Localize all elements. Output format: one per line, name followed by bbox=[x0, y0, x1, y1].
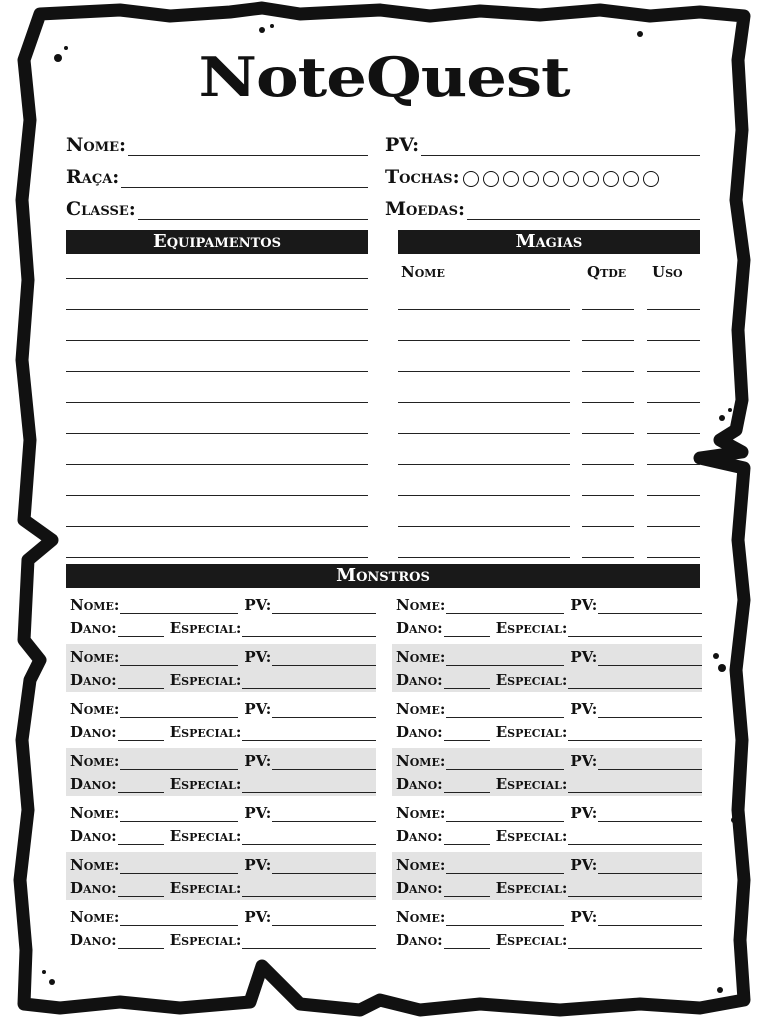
spell-qty-line[interactable] bbox=[582, 340, 634, 341]
monster-name-label: Nome: bbox=[396, 596, 446, 614]
monster-damage-row bbox=[70, 617, 376, 637]
torch-checkbox[interactable] bbox=[563, 171, 579, 187]
equipment-header: Equipamentos bbox=[66, 230, 368, 254]
monster-name-row bbox=[396, 698, 702, 718]
monster-entry bbox=[66, 800, 376, 848]
spell-qty-line[interactable] bbox=[582, 402, 634, 403]
monster-damage-label: Dano: bbox=[396, 879, 443, 897]
monster-damage-label: Dano: bbox=[70, 723, 117, 741]
monster-special-label: Especial: bbox=[169, 827, 242, 845]
monster-hp-label: PV: bbox=[244, 804, 272, 822]
spell-name-line[interactable] bbox=[398, 464, 570, 465]
monster-damage-line[interactable] bbox=[118, 882, 164, 897]
monster-damage-row bbox=[396, 721, 702, 741]
monster-name-line[interactable] bbox=[446, 859, 564, 874]
spell-qty-line[interactable] bbox=[582, 526, 634, 527]
monster-name-line[interactable] bbox=[446, 651, 564, 666]
monster-special-line[interactable] bbox=[568, 830, 702, 845]
monster-damage-row bbox=[70, 929, 376, 949]
monster-special-label: Especial: bbox=[169, 723, 242, 741]
monster-damage-row bbox=[70, 877, 376, 897]
monster-entry bbox=[66, 696, 376, 744]
monster-damage-row bbox=[396, 669, 702, 689]
monster-name-row bbox=[70, 646, 376, 666]
equipment-line[interactable] bbox=[66, 402, 368, 403]
monster-name-row bbox=[70, 698, 376, 718]
monster-name-line[interactable] bbox=[120, 599, 238, 614]
monster-damage-label: Dano: bbox=[70, 619, 117, 637]
monster-entry bbox=[392, 592, 702, 640]
coins-line[interactable] bbox=[467, 202, 700, 220]
monster-damage-line[interactable] bbox=[118, 726, 164, 741]
class-field[interactable] bbox=[66, 198, 368, 220]
monster-name-row bbox=[70, 802, 376, 822]
monster-special-label: Especial: bbox=[495, 775, 568, 793]
monster-name-row bbox=[396, 906, 702, 926]
class-line[interactable] bbox=[138, 202, 368, 220]
monster-special-label: Especial: bbox=[495, 931, 568, 949]
monster-damage-label: Dano: bbox=[396, 671, 443, 689]
equipment-line[interactable] bbox=[66, 495, 368, 496]
spell-use-line[interactable] bbox=[647, 495, 700, 496]
monster-damage-label: Dano: bbox=[396, 827, 443, 845]
monster-hp-label: PV: bbox=[244, 700, 272, 718]
monster-special-label: Especial: bbox=[495, 879, 568, 897]
monster-name-label: Nome: bbox=[70, 648, 120, 666]
hp-field[interactable] bbox=[385, 134, 700, 156]
spell-use-line[interactable] bbox=[647, 371, 700, 372]
monster-damage-label: Dano: bbox=[70, 879, 117, 897]
monster-damage-line[interactable] bbox=[444, 934, 490, 949]
monster-name-line[interactable] bbox=[446, 599, 564, 614]
torches-field bbox=[385, 166, 705, 188]
spell-name-line[interactable] bbox=[398, 371, 570, 372]
spell-name-line[interactable] bbox=[398, 495, 570, 496]
equipment-line[interactable] bbox=[66, 371, 368, 372]
equipment-line[interactable] bbox=[66, 557, 368, 558]
monster-name-line[interactable] bbox=[120, 703, 238, 718]
monster-damage-label: Dano: bbox=[396, 931, 443, 949]
monster-special-line[interactable] bbox=[568, 934, 702, 949]
monster-hp-label: PV: bbox=[570, 804, 598, 822]
monster-special-line[interactable] bbox=[242, 830, 376, 845]
monster-name-line[interactable] bbox=[446, 911, 564, 926]
spell-use-line[interactable] bbox=[647, 526, 700, 527]
monster-hp-label: PV: bbox=[570, 648, 598, 666]
notequest-logo: NoteQuest bbox=[198, 45, 570, 110]
spell-name-line[interactable] bbox=[398, 526, 570, 527]
monster-damage-row bbox=[396, 617, 702, 637]
torch-checkbox[interactable] bbox=[503, 171, 519, 187]
name-field[interactable] bbox=[66, 134, 368, 156]
name-line[interactable] bbox=[128, 138, 368, 156]
monster-name-row bbox=[70, 750, 376, 770]
race-field[interactable] bbox=[66, 166, 368, 188]
monster-hp-line[interactable] bbox=[598, 755, 702, 770]
monster-name-label: Nome: bbox=[70, 908, 120, 926]
monster-entry bbox=[392, 904, 702, 952]
monster-name-label: Nome: bbox=[396, 648, 446, 666]
spell-qty-line[interactable] bbox=[582, 557, 634, 558]
torch-checkbox[interactable] bbox=[543, 171, 559, 187]
monster-hp-line[interactable] bbox=[598, 859, 702, 874]
monster-damage-row bbox=[70, 669, 376, 689]
spell-name-line[interactable] bbox=[398, 340, 570, 341]
monster-hp-line[interactable] bbox=[598, 651, 702, 666]
monster-damage-row bbox=[396, 877, 702, 897]
spell-qty-line[interactable] bbox=[582, 371, 634, 372]
spell-use-line[interactable] bbox=[647, 402, 700, 403]
monster-special-line[interactable] bbox=[242, 674, 376, 689]
monster-damage-line[interactable] bbox=[444, 622, 490, 637]
monster-damage-line[interactable] bbox=[118, 830, 164, 845]
hp-label: PV: bbox=[385, 134, 420, 156]
equipment-line[interactable] bbox=[66, 526, 368, 527]
monster-special-line[interactable] bbox=[568, 674, 702, 689]
monster-damage-label: Dano: bbox=[70, 931, 117, 949]
monster-hp-line[interactable] bbox=[598, 911, 702, 926]
spell-qty-line[interactable] bbox=[582, 495, 634, 496]
monster-special-line[interactable] bbox=[568, 622, 702, 637]
monster-name-line[interactable] bbox=[120, 755, 238, 770]
monster-entry bbox=[392, 800, 702, 848]
monster-damage-row bbox=[70, 773, 376, 793]
monster-name-line[interactable] bbox=[446, 755, 564, 770]
monster-name-label: Nome: bbox=[396, 804, 446, 822]
monster-name-line[interactable] bbox=[120, 911, 238, 926]
monster-damage-line[interactable] bbox=[444, 830, 490, 845]
spell-qty-line[interactable] bbox=[582, 464, 634, 465]
equipment-line[interactable] bbox=[66, 340, 368, 341]
monsters-header: Monstros bbox=[66, 564, 700, 588]
monster-name-row bbox=[396, 646, 702, 666]
monster-special-label: Especial: bbox=[495, 827, 568, 845]
monster-special-line[interactable] bbox=[242, 882, 376, 897]
spells-col-use: Uso bbox=[652, 263, 683, 281]
monster-name-row bbox=[70, 906, 376, 926]
equipment-line[interactable] bbox=[66, 464, 368, 465]
monster-damage-label: Dano: bbox=[70, 775, 117, 793]
monster-hp-label: PV: bbox=[244, 752, 272, 770]
monster-name-line[interactable] bbox=[446, 703, 564, 718]
spell-use-line[interactable] bbox=[647, 433, 700, 434]
spell-qty-line[interactable] bbox=[582, 433, 634, 434]
class-label: Classe: bbox=[66, 198, 136, 220]
monster-hp-line[interactable] bbox=[272, 703, 376, 718]
monster-damage-row bbox=[396, 773, 702, 793]
monster-special-label: Especial: bbox=[495, 619, 568, 637]
monster-name-row bbox=[396, 854, 702, 874]
monster-special-label: Especial: bbox=[495, 671, 568, 689]
monster-special-line[interactable] bbox=[242, 934, 376, 949]
torch-checkbox[interactable] bbox=[463, 171, 479, 187]
monster-name-label: Nome: bbox=[396, 908, 446, 926]
spell-name-line[interactable] bbox=[398, 557, 570, 558]
monster-special-label: Especial: bbox=[169, 879, 242, 897]
torch-checkbox[interactable] bbox=[603, 171, 619, 187]
monster-damage-label: Dano: bbox=[70, 827, 117, 845]
monster-damage-line[interactable] bbox=[118, 622, 164, 637]
torch-checkbox[interactable] bbox=[523, 171, 539, 187]
monster-damage-label: Dano: bbox=[70, 671, 117, 689]
spell-name-line[interactable] bbox=[398, 402, 570, 403]
name-label: Nome: bbox=[66, 134, 127, 156]
monster-special-label: Especial: bbox=[495, 723, 568, 741]
monster-special-line[interactable] bbox=[568, 882, 702, 897]
monster-damage-label: Dano: bbox=[396, 775, 443, 793]
monster-hp-line[interactable] bbox=[598, 599, 702, 614]
monster-special-label: Especial: bbox=[169, 775, 242, 793]
monster-name-row bbox=[396, 750, 702, 770]
monster-entry bbox=[392, 852, 702, 900]
monster-entry bbox=[392, 696, 702, 744]
spell-use-line[interactable] bbox=[647, 557, 700, 558]
monster-special-line[interactable] bbox=[568, 726, 702, 741]
race-label: Raça: bbox=[66, 166, 120, 188]
monster-hp-line[interactable] bbox=[272, 755, 376, 770]
monster-damage-line[interactable] bbox=[444, 726, 490, 741]
monster-hp-line[interactable] bbox=[272, 651, 376, 666]
torch-checkbox[interactable] bbox=[643, 171, 659, 187]
race-line[interactable] bbox=[121, 170, 368, 188]
monster-name-line[interactable] bbox=[120, 651, 238, 666]
monster-hp-label: PV: bbox=[244, 908, 272, 926]
monster-damage-label: Dano: bbox=[396, 723, 443, 741]
spells-col-qty: Qtde bbox=[587, 263, 627, 281]
torch-checkbox[interactable] bbox=[623, 171, 639, 187]
monster-name-label: Nome: bbox=[396, 700, 446, 718]
monster-damage-label: Dano: bbox=[396, 619, 443, 637]
monster-damage-row bbox=[70, 721, 376, 741]
monster-hp-label: PV: bbox=[244, 856, 272, 874]
monster-hp-line[interactable] bbox=[272, 911, 376, 926]
equipment-line[interactable] bbox=[66, 433, 368, 434]
monster-entry bbox=[66, 852, 376, 900]
monster-name-row bbox=[70, 594, 376, 614]
monster-name-label: Nome: bbox=[70, 804, 120, 822]
monster-damage-line[interactable] bbox=[118, 674, 164, 689]
spell-name-line[interactable] bbox=[398, 309, 570, 310]
monster-special-line[interactable] bbox=[242, 778, 376, 793]
monster-entry bbox=[66, 748, 376, 796]
spell-use-line[interactable] bbox=[647, 309, 700, 310]
monster-entry bbox=[392, 748, 702, 796]
monster-name-label: Nome: bbox=[396, 856, 446, 874]
monster-special-label: Especial: bbox=[169, 619, 242, 637]
monster-entry bbox=[66, 644, 376, 692]
spell-use-line[interactable] bbox=[647, 464, 700, 465]
monster-entry bbox=[392, 644, 702, 692]
monster-special-label: Especial: bbox=[169, 671, 242, 689]
monster-hp-line[interactable] bbox=[272, 859, 376, 874]
monster-damage-line[interactable] bbox=[444, 778, 490, 793]
monster-hp-line[interactable] bbox=[272, 599, 376, 614]
monster-hp-line[interactable] bbox=[272, 807, 376, 822]
equipment-line[interactable] bbox=[66, 278, 368, 279]
hp-line[interactable] bbox=[421, 138, 700, 156]
torch-checkbox[interactable] bbox=[483, 171, 499, 187]
monster-damage-row bbox=[396, 929, 702, 949]
monster-name-row bbox=[396, 594, 702, 614]
monster-special-line[interactable] bbox=[242, 726, 376, 741]
torch-checkboxes bbox=[463, 171, 659, 187]
monster-damage-row bbox=[70, 825, 376, 845]
monster-damage-line[interactable] bbox=[118, 778, 164, 793]
monster-name-label: Nome: bbox=[70, 596, 120, 614]
spell-use-line[interactable] bbox=[647, 340, 700, 341]
monster-name-row bbox=[396, 802, 702, 822]
spell-qty-line[interactable] bbox=[582, 309, 634, 310]
monster-special-line[interactable] bbox=[242, 622, 376, 637]
monster-name-line[interactable] bbox=[120, 807, 238, 822]
monster-hp-label: PV: bbox=[570, 856, 598, 874]
monster-name-label: Nome: bbox=[70, 752, 120, 770]
monster-hp-line[interactable] bbox=[598, 703, 702, 718]
monster-name-line[interactable] bbox=[446, 807, 564, 822]
monster-name-label: Nome: bbox=[396, 752, 446, 770]
coins-label: Moedas: bbox=[385, 198, 466, 220]
equipment-line[interactable] bbox=[66, 309, 368, 310]
monster-name-label: Nome: bbox=[70, 700, 120, 718]
torch-checkbox[interactable] bbox=[583, 171, 599, 187]
monster-special-line[interactable] bbox=[568, 778, 702, 793]
monster-hp-label: PV: bbox=[570, 700, 598, 718]
monster-entry bbox=[66, 904, 376, 952]
spells-col-name: Nome bbox=[401, 263, 445, 281]
monster-hp-label: PV: bbox=[570, 596, 598, 614]
spells-header: Magias bbox=[398, 230, 700, 254]
monster-hp-label: PV: bbox=[244, 648, 272, 666]
monster-entry bbox=[66, 592, 376, 640]
monster-special-label: Especial: bbox=[169, 931, 242, 949]
monster-damage-row bbox=[396, 825, 702, 845]
torches-label: Tochas: bbox=[385, 166, 460, 188]
monster-name-label: Nome: bbox=[70, 856, 120, 874]
monster-damage-line[interactable] bbox=[444, 674, 490, 689]
monster-damage-line[interactable] bbox=[118, 934, 164, 949]
monster-name-row bbox=[70, 854, 376, 874]
monster-name-line[interactable] bbox=[120, 859, 238, 874]
monster-hp-label: PV: bbox=[570, 908, 598, 926]
monster-damage-line[interactable] bbox=[444, 882, 490, 897]
coins-field[interactable] bbox=[385, 198, 700, 220]
monster-hp-label: PV: bbox=[570, 752, 598, 770]
spell-name-line[interactable] bbox=[398, 433, 570, 434]
monster-hp-line[interactable] bbox=[598, 807, 702, 822]
monster-hp-label: PV: bbox=[244, 596, 272, 614]
